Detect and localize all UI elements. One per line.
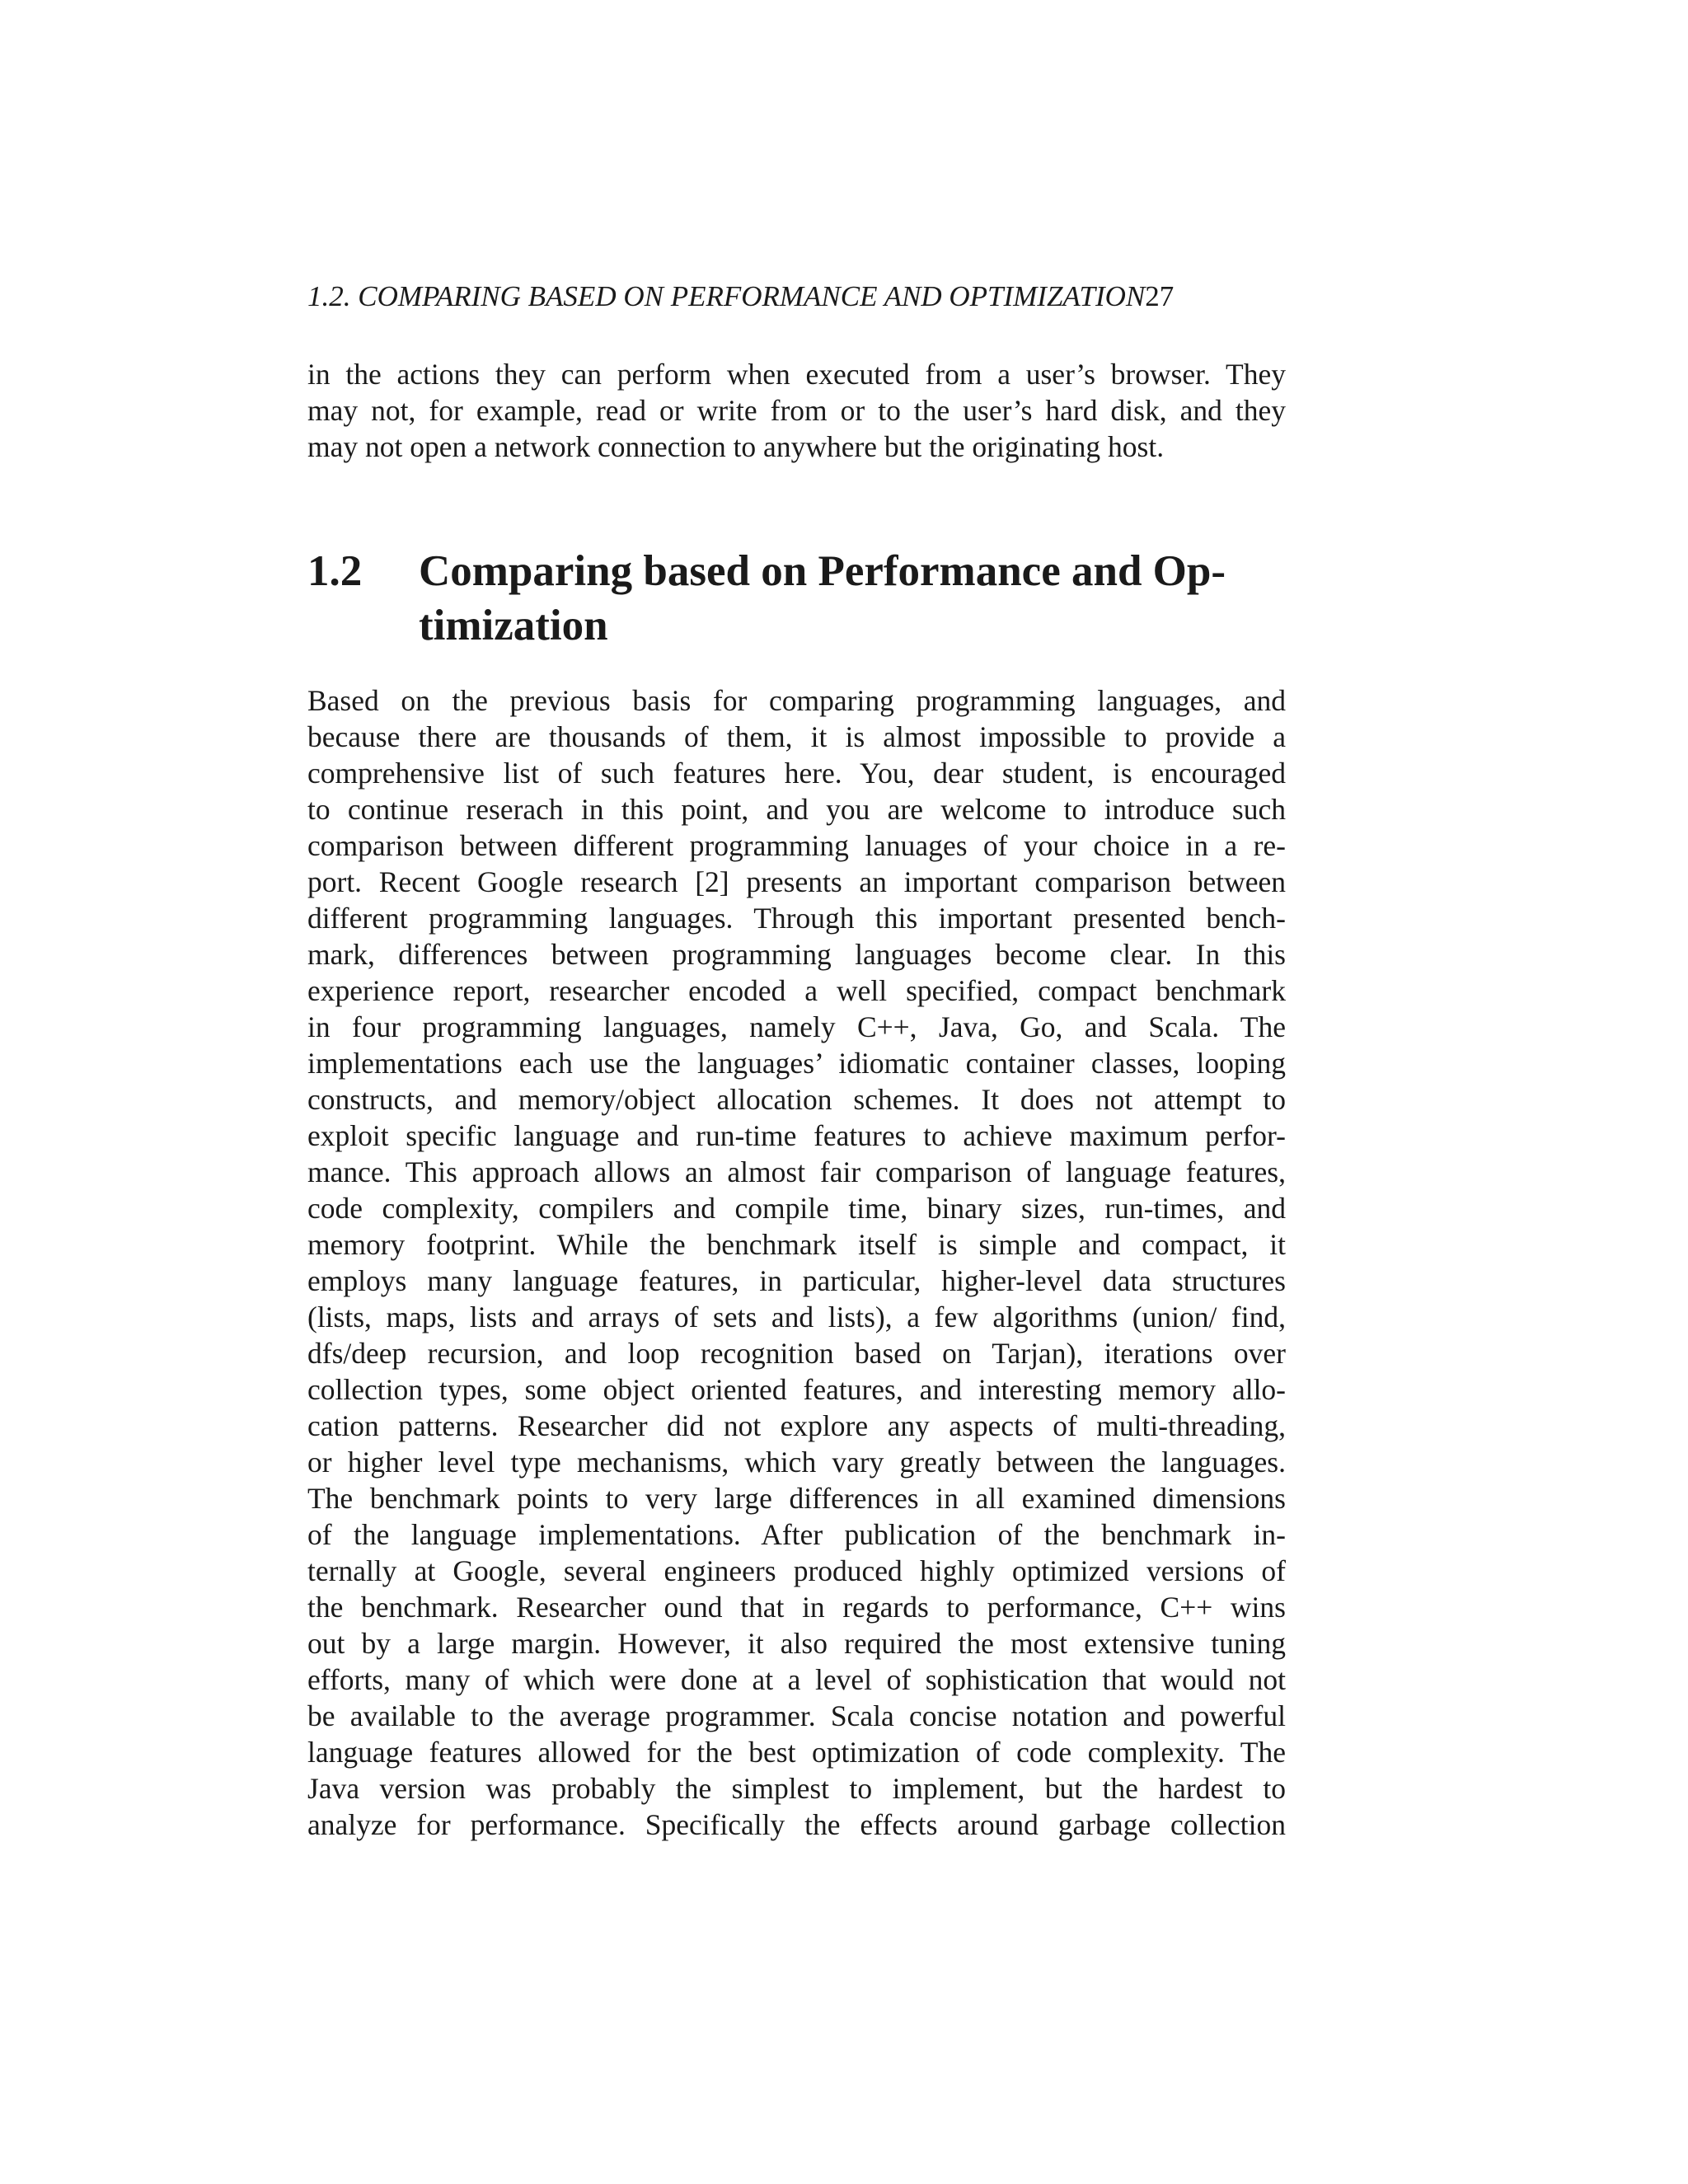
text-line: constructs, and memory/object allocation schemes. It does not attempt to <box>307 1083 1286 1116</box>
text-line: or higher level type mechanisms, which vary greatly between the languages. <box>307 1446 1286 1479</box>
text-line: code complexity, compilers and compile time, binary sizes, run-times, and <box>307 1192 1286 1225</box>
text-line: efforts, many of which were done at a level of sophistication that would not <box>307 1663 1286 1696</box>
running-header <box>307 276 1296 317</box>
text-line: comprehensive list of such features here. You, dear student, is encouraged <box>307 757 1286 790</box>
text-line: collection types, some object oriented features, and interesting memory allo- <box>307 1373 1286 1406</box>
text-line: mark, differences between programming languages become clear. In this <box>307 938 1286 971</box>
text-line: may not open a network connection to anywhere but the originating host. <box>307 430 1165 463</box>
text-line: Java version was probably the simplest to implement, but the hardest to <box>307 1772 1286 1805</box>
text-line: implementations each use the languages’ idiomatic container classes, looping <box>307 1047 1286 1080</box>
page-number: 27 <box>1145 280 1175 312</box>
text-line: exploit specific language and run-time features to achieve maximum perfor- <box>307 1119 1286 1152</box>
text-line: ternally at Google, several engineers produced highly optimized versions of <box>307 1554 1286 1587</box>
text-line: because there are thousands of them, it is almost impossible to provide a <box>307 720 1286 753</box>
text-line: comparison between different programming lanuages of your choice in a re- <box>307 829 1286 862</box>
section-title <box>419 544 1288 653</box>
section-title-line: Comparing based on Performance and Op- <box>419 547 1226 595</box>
text-line: port. Recent Google research [2] presents an important comparison between <box>307 865 1286 898</box>
text-line: out by a large margin. However, it also required the most extensive tuning <box>307 1627 1286 1660</box>
text-line: to continue reserach in this point, and you are welcome to introduce such <box>307 793 1286 826</box>
text-line: language features allowed for the best optimization of code complexity. The <box>307 1736 1286 1769</box>
intro-paragraph <box>307 356 1286 465</box>
text-line: The benchmark points to very large differences in all examined dimensions <box>307 1482 1286 1515</box>
text-line: analyze for performance. Specifically the effects around garbage collection <box>307 1808 1286 1841</box>
text-line: the benchmark. Researcher ound that in regards to performance, C++ wins <box>307 1591 1286 1624</box>
text-line: be available to the average programmer. Scala concise notation and powerful <box>307 1699 1286 1732</box>
section-title-line: timization <box>419 602 608 649</box>
text-line: memory footprint. While the benchmark itself is simple and compact, it <box>307 1228 1286 1261</box>
text-line: Based on the previous basis for comparing programming languages, and <box>307 684 1286 717</box>
text-line: different programming languages. Through this important presented bench- <box>307 902 1286 935</box>
running-title: 1.2. COMPARING BASED ON PERFORMANCE AND OPTIMIZATION <box>307 280 1146 312</box>
text-line: in four programming languages, namely C++, Java, Go, and Scala. The <box>307 1010 1286 1043</box>
text-line: dfs/deep recursion, and loop recognition based on Tarjan), iterations over <box>307 1337 1286 1370</box>
text-line: of the language implementations. After publication of the benchmark in- <box>307 1518 1286 1551</box>
text-line: mance. This approach allows an almost fair comparison of language features, <box>307 1155 1286 1188</box>
text-line: employs many language features, in particular, higher-level data structures <box>307 1264 1286 1297</box>
body-paragraph <box>307 682 1286 1843</box>
text-line: (lists, maps, lists and arrays of sets and lists), a few algorithms (union/ find, <box>307 1301 1286 1333</box>
section-number: 1.2 <box>307 547 363 595</box>
text-line: in the actions they can perform when executed from a user’s browser. They <box>307 358 1286 391</box>
text-line: cation patterns. Researcher did not explore any aspects of multi-threading, <box>307 1409 1286 1442</box>
text-line: may not, for example, read or write from or to the user’s hard disk, and they <box>307 394 1286 427</box>
text-line: experience report, researcher encoded a well specified, compact benchmark <box>307 974 1286 1007</box>
